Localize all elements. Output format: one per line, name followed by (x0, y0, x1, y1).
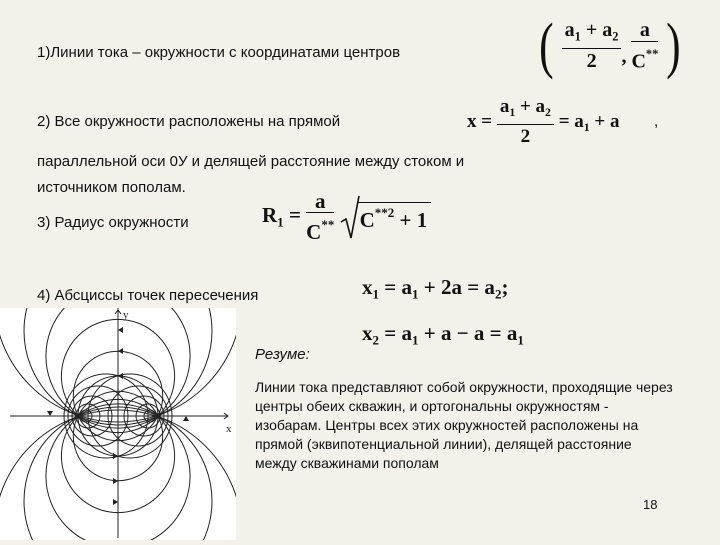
x-axis-label: x (226, 423, 232, 435)
centers-sep: , (621, 45, 627, 68)
well-right (156, 414, 161, 419)
intersection-row-1: $x_1 = a_1 + 2a = a_2$; (362, 275, 509, 302)
radius-formula (262, 190, 431, 244)
item-1-text: 1)Линии тока – окружности с координатами центров (37, 44, 401, 61)
item-2-continuation-1: параллельной оси 0У и делящей расстояние между стоком и (37, 153, 465, 170)
intersections-formula (362, 268, 524, 359)
item-2-continuation-2: источником пополам. (37, 179, 186, 196)
centers-frac-2: $\frac{a}{C^{**}}$ (631, 18, 659, 73)
item-2-text: 2) Все окружности расположены на прямой (37, 113, 341, 130)
intersection-row-2: $x_2 = a_1 + a - a = a_1$ (362, 320, 524, 348)
well-left (76, 414, 81, 419)
line-x-comma: , (654, 113, 659, 130)
line-x-rhs: = $a_1 + a$ (558, 110, 620, 135)
radius-lhs: $R_1$ (262, 202, 284, 230)
streamline-diagram (0, 308, 236, 540)
y-axis-label: y (123, 309, 129, 321)
centers-formula (536, 12, 684, 80)
line-x-lhs: x = (467, 110, 493, 132)
resume-body: Линии тока представляют собой окружности, проходящие через центры обеих скважин, и ортогональны окружностям - изобарам. Центры всех этих окружностей расположены на прямой (эквипотенциальной линии), делящей расстояние между скважинами пополам (255, 379, 673, 471)
radius-frac: $\frac{a}{C^{**}}$ (306, 189, 335, 244)
radius-root: $C^{**2} + 1$ (340, 194, 432, 240)
centers-frac-1: $\frac{a_1 + a_2}{2}$ (562, 19, 622, 72)
left-paren: ( (539, 12, 554, 80)
sqrt-sign-icon (340, 194, 360, 240)
line-x-formula (467, 96, 619, 149)
page-number: 18 (643, 497, 658, 512)
line-x-frac: $\frac{a_1 + a_2}{2}$ (497, 96, 554, 149)
item-4-text: 4) Абсциссы точек пересечения (37, 287, 259, 304)
item-3-text: 3) Радиус окружности (37, 214, 189, 231)
streamline-svg (0, 308, 236, 540)
radius-eq: = (288, 202, 301, 227)
resume-title: Резуме: (255, 346, 310, 363)
right-paren: ) (666, 12, 681, 80)
